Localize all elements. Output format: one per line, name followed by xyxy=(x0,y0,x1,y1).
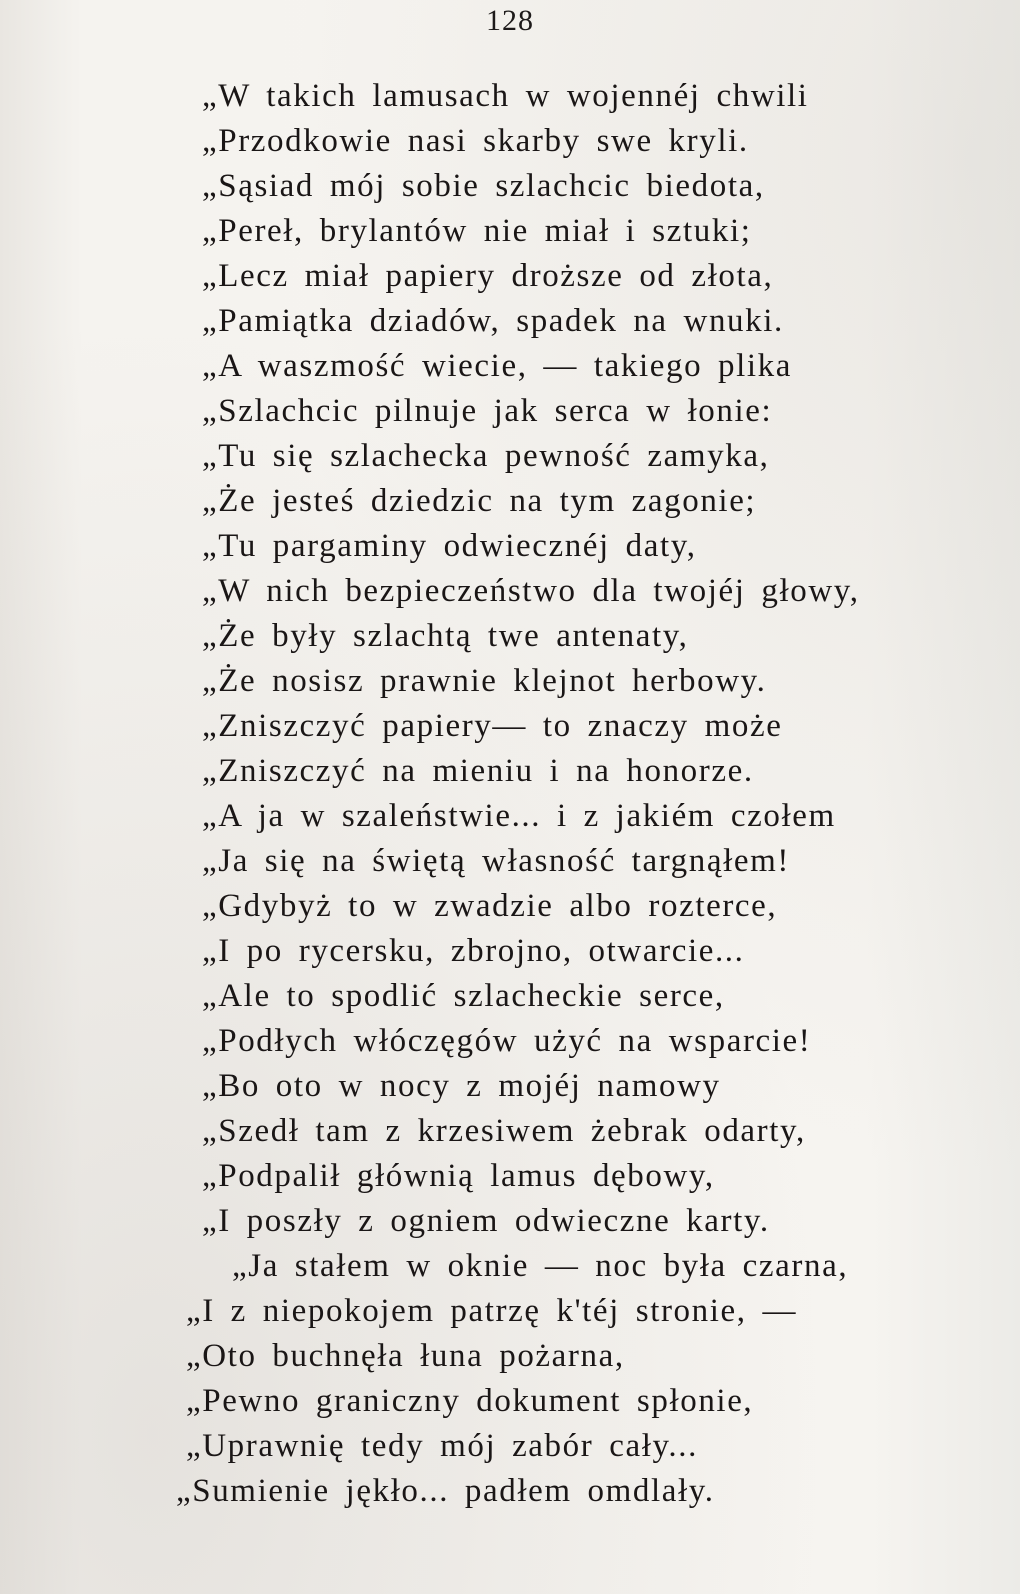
poem-line: „Sumienie jękło... padłem omdlały. xyxy=(176,1473,715,1509)
page-number: 128 xyxy=(486,4,534,37)
poem-line: „Że nosisz prawnie klejnot herbowy. xyxy=(202,663,767,699)
poem-line: „Uprawnię tedy mój zabór cały... xyxy=(186,1428,698,1464)
poem-line: „W takich lamusach w wojennéj chwili xyxy=(202,78,809,114)
poem-line: „I poszły z ogniem odwieczne karty. xyxy=(202,1203,770,1239)
poem-line: „Gdybyż to w zwadzie albo rozterce, xyxy=(202,888,778,924)
poem-line: „Zniszczyć papiery— to znaczy może xyxy=(202,708,783,744)
poem-line: „Ja stałem w oknie — noc była czarna, xyxy=(232,1248,849,1284)
poem-line: „Że były szlachtą twe antenaty, xyxy=(202,618,689,654)
poem-line: „Ale to spodlić szlacheckie serce, xyxy=(202,978,725,1014)
poem-line: „Szedł tam z krzesiwem żebrak odarty, xyxy=(202,1113,806,1149)
poem-line: „A waszmość wiecie, — takiego plika xyxy=(202,348,793,384)
poem-line: „Pamiątka dziadów, spadek na wnuki. xyxy=(202,303,784,339)
poem-line: „Sąsiad mój sobie szlachcic biedota, xyxy=(202,168,765,204)
poem-line: „Lecz miał papiery droższe od złota, xyxy=(202,258,774,294)
poem-line: „Pereł, brylantów nie miał i sztuki; xyxy=(202,213,752,249)
poem-line: „Zniszczyć na mieniu i na honorze. xyxy=(202,753,754,789)
poem-line: „Ja się na świętą własność targnąłem! xyxy=(202,843,791,879)
poem-line: „Podłych włóczęgów użyć na wsparcie! xyxy=(202,1023,812,1059)
poem-line: „Bo oto w nocy z mojéj namowy xyxy=(202,1068,721,1104)
poem-line: „Szlachcic pilnuje jak serca w łonie: xyxy=(202,393,773,429)
poem-line: „Tu się szlachecka pewność zamyka, xyxy=(202,438,770,474)
poem-line: „Że jesteś dziedzic na tym zagonie; xyxy=(202,483,757,519)
poem-line: „I po rycersku, zbrojno, otwarcie... xyxy=(202,933,745,969)
poem-line: „A ja w szaleństwie... i z jakiém czołem xyxy=(202,798,836,834)
poem-line: „Przodkowie nasi skarby swe kryli. xyxy=(202,123,749,159)
poem-line: „I z niepokojem patrzę k'téj stronie, — xyxy=(186,1293,798,1329)
poem-line: „W nich bezpieczeństwo dla twojéj głowy, xyxy=(202,573,860,609)
poem-line: „Pewno graniczny dokument spłonie, xyxy=(186,1383,754,1419)
poem-line: „Podpalił głównią lamus dębowy, xyxy=(202,1158,715,1194)
poem-line: „Oto buchnęła łuna pożarna, xyxy=(186,1338,625,1374)
poem-line: „Tu pargaminy odwiecznéj daty, xyxy=(202,528,697,564)
